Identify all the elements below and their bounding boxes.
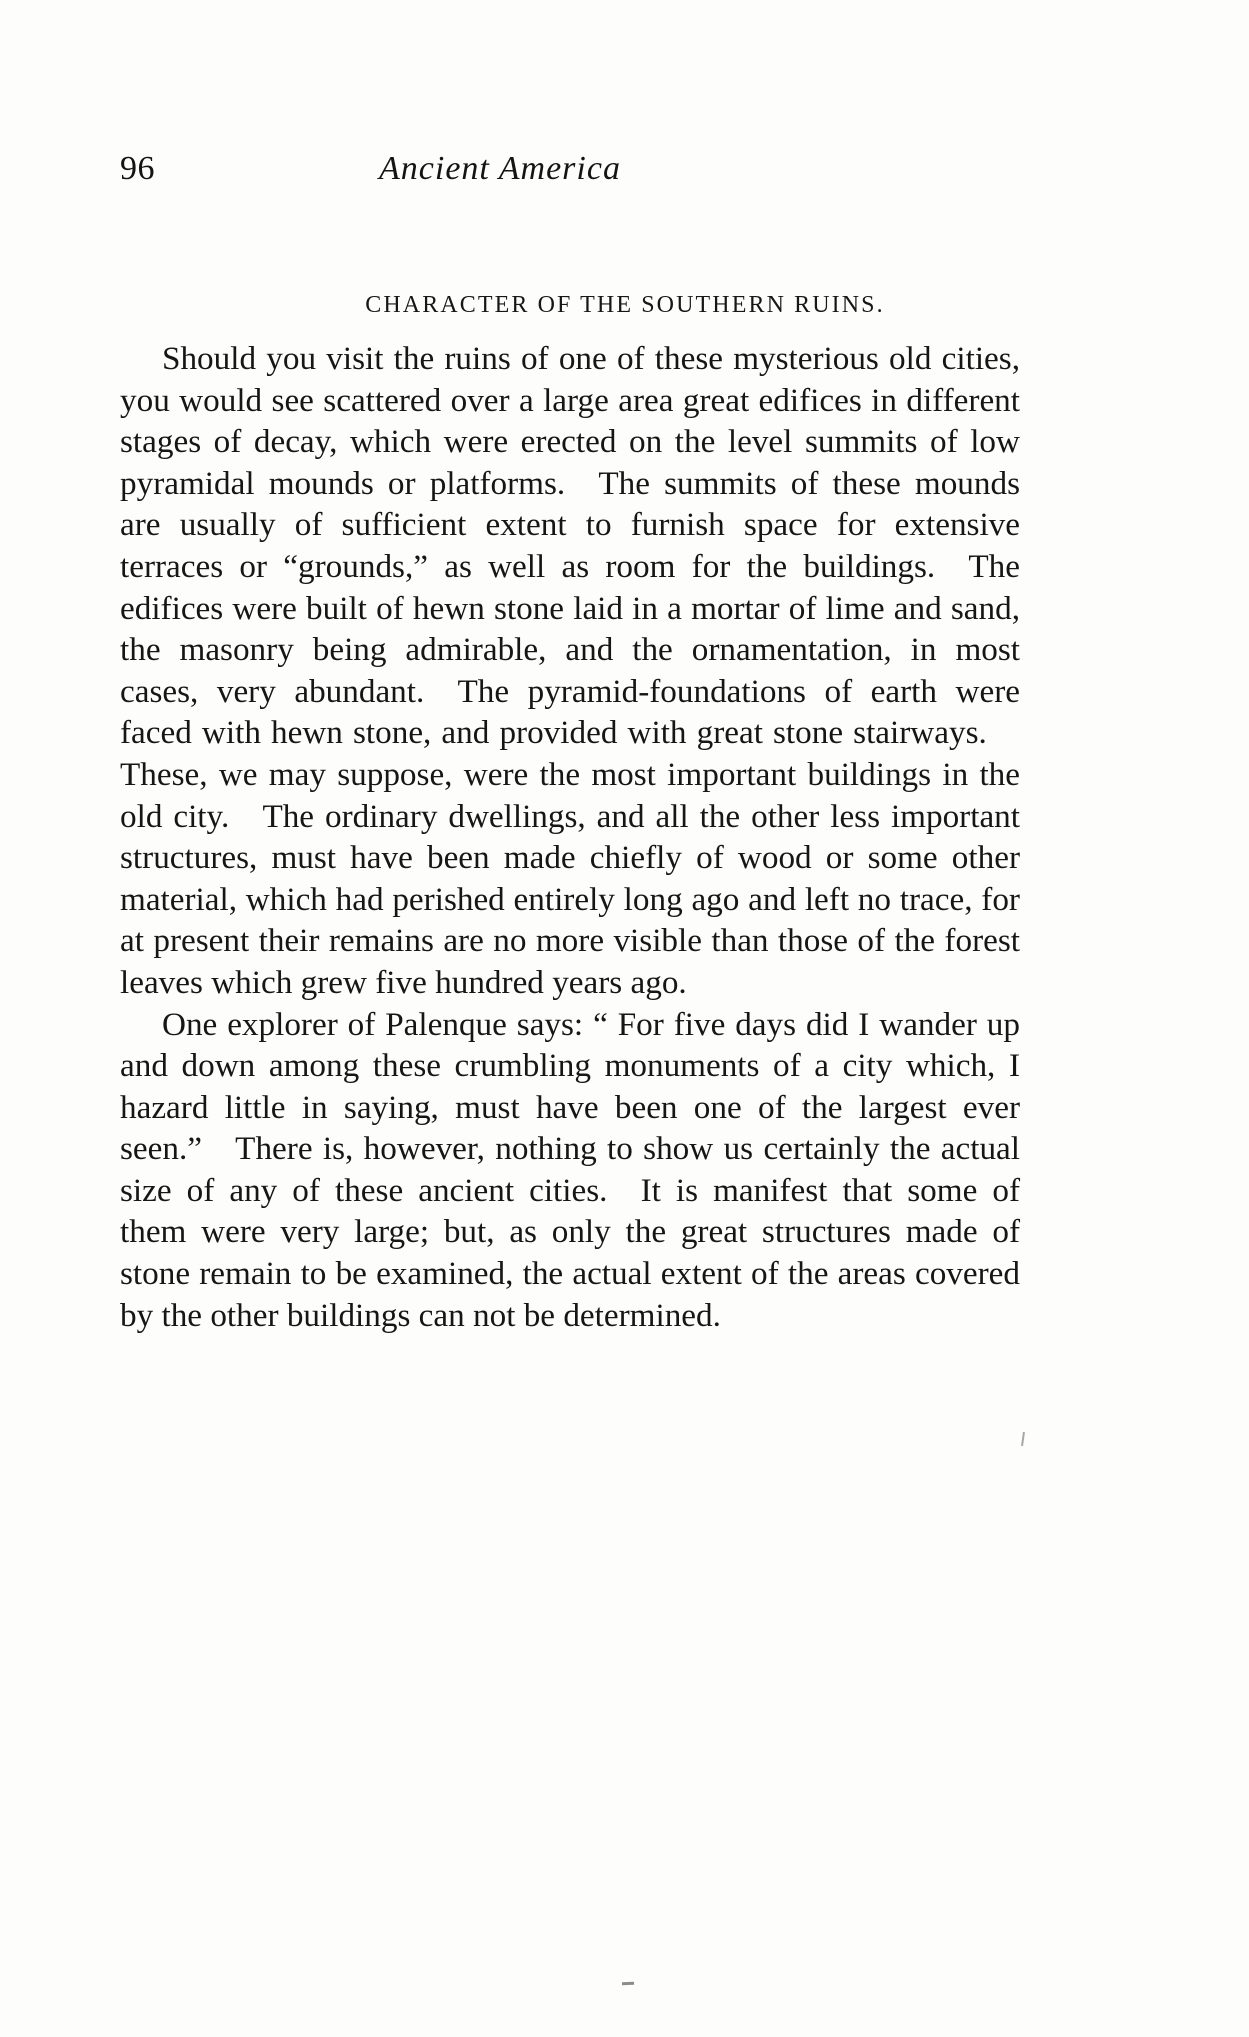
paragraph: Should you visit the ruins of one of these mysterious old cities, you would see scattered over a large area great edifices in different stages of decay, which were erected on the level summits of low pyramidal mounds or platforms. The summits of these mounds are usually of sufficient extent to furnish space for extensive terraces or “grounds,” as well as room for the buildings. The edifices were built of hewn stone laid in a mortar of lime and sand, the masonry being admirable, and the ornamentation, in most cases, very abundant. The pyramid-foundations of earth were faced with hewn stone, and provided with great stone stairways. These, we may suppose, were the most important buildings in the old city. The ordinary dwellings, and all the other less important structures, must have been made chiefly of wood or some other material, which had perished entirely long ago and left no trace, for at present their remains are no more visible than those of the forest leaves which grew five hundred years ago.	[120, 340, 1020, 1001]
section-heading: CHARACTER OF THE SOUTHERN RUINS.	[365, 292, 885, 318]
running-head	[120, 150, 1130, 196]
page-number: 96	[120, 150, 155, 187]
stray-ink-mark	[622, 1982, 634, 1985]
stray-ink-mark	[1021, 1432, 1025, 1446]
book-title: Ancient America	[379, 150, 621, 187]
paragraph: One explorer of Palenque says: “ For five days did I wander up and down among these crumbling monuments of a city which, I hazard little in saying, must have been one of the largest ever seen.” There is, however, nothing to show us certainly the actual size of any of these ancient cities. It is manifest that some of them were very large; but, as only the great structures made of stone remain to be examined, the actual extent of the areas covered by the other buildings can not be determined.	[120, 1005, 1020, 1334]
body-text	[120, 338, 1020, 1336]
